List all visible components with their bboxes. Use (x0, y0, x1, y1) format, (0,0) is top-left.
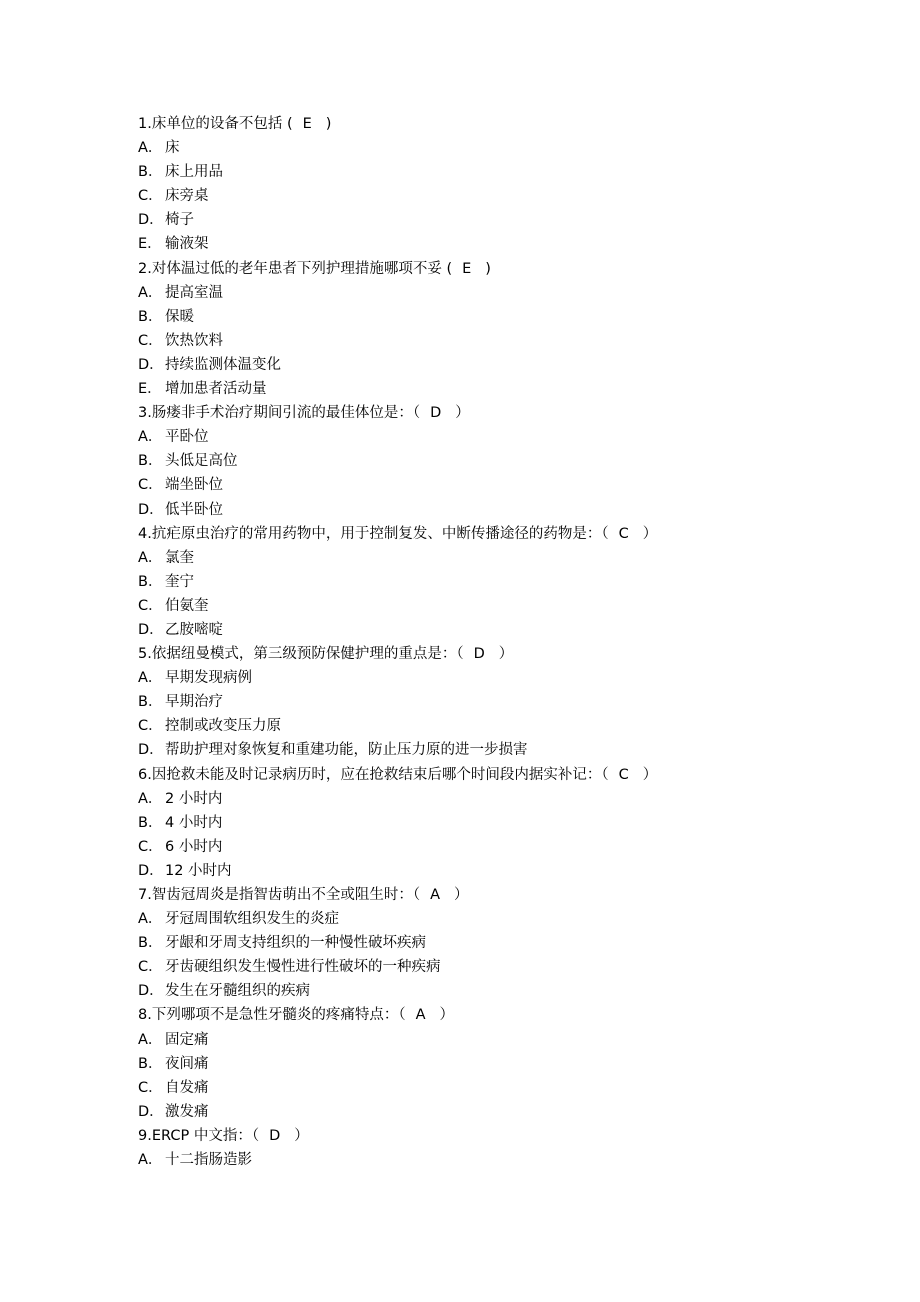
option-line (138, 546, 778, 570)
option-line (138, 570, 778, 594)
option-text: 乙胺嘧啶 (165, 621, 223, 638)
option-line (138, 738, 778, 762)
option-line (138, 1028, 778, 1052)
option-letter: B． (138, 814, 163, 831)
answer-value: C (618, 766, 629, 783)
option-letter: A． (138, 549, 163, 566)
option-line (138, 208, 778, 232)
question-stem (138, 1003, 778, 1027)
option-text: 持续监测体温变化 (165, 356, 281, 373)
option-letter: A． (138, 429, 163, 446)
option-line (138, 1052, 778, 1076)
option-letter: B． (138, 694, 163, 711)
option-letter: C． (138, 838, 163, 855)
answer-close: ) (325, 116, 332, 132)
question-stem (138, 642, 778, 666)
option-letter: A． (138, 140, 163, 157)
option-line (138, 136, 778, 160)
option-text: 十二指肠造影 (165, 1152, 252, 1169)
answer-value: A (430, 887, 441, 903)
option-letter: A． (138, 1152, 163, 1169)
option-letter: A． (138, 284, 163, 301)
option-line (138, 859, 778, 883)
option-line (138, 931, 778, 955)
question-text: 6.因抢救未能及时记录病历时，应在抢救结束后哪个时间段内据实补记：（ (138, 766, 609, 783)
option-letter: D． (138, 501, 164, 518)
question-stem (138, 401, 778, 425)
option-text: 床上用品 (165, 164, 223, 181)
option-letter: D． (138, 983, 164, 1000)
option-letter: C． (138, 332, 163, 349)
option-line (138, 714, 778, 738)
answer-close: ) (485, 260, 491, 277)
option-text: 奎宁 (165, 573, 194, 590)
option-letter: D． (138, 742, 164, 759)
answer-close: ） (642, 766, 658, 783)
option-line (138, 449, 778, 473)
option-line (138, 160, 778, 184)
answer-close: ） (439, 1007, 455, 1024)
question-stem (138, 883, 778, 907)
option-text: 保暖 (165, 308, 194, 325)
option-line (138, 1076, 778, 1100)
question-text: 5.依据纽曼模式，第三级预防保健护理的重点是：（ (138, 646, 464, 663)
option-letter: A． (138, 1031, 163, 1048)
answer-value: D (269, 1127, 281, 1144)
option-text: 固定痛 (165, 1031, 209, 1048)
answer-close: ） (455, 405, 470, 422)
option-letter: E． (138, 236, 162, 253)
question-stem (138, 522, 778, 546)
option-line (138, 473, 778, 497)
option-line (138, 690, 778, 714)
option-text: 床 (165, 140, 180, 157)
question-text: 1.床单位的设备不包括 ( (138, 116, 293, 132)
question-text: 2.对体温过低的老年患者下列护理措施哪项不妥 ( (138, 260, 453, 277)
answer-close: ） (454, 887, 469, 903)
answer-value: E (302, 116, 312, 132)
option-line (138, 787, 778, 811)
option-text: 控制或改变压力原 (165, 718, 281, 735)
option-line (138, 835, 778, 859)
option-text: 帮助护理对象恢复和重建功能，防止压力原的进一步损害 (165, 742, 528, 759)
answer-close: ） (498, 646, 514, 663)
option-line (138, 305, 778, 329)
answer-close: ） (642, 525, 658, 542)
option-text: 12 小时内 (165, 862, 232, 879)
question-stem (138, 763, 778, 787)
option-text: 平卧位 (165, 429, 209, 446)
answer-close: ） (294, 1127, 309, 1144)
answer-value: E (462, 260, 472, 277)
option-text: 4 小时内 (165, 814, 223, 831)
question-text: 3.肠瘘非手术治疗期间引流的最佳体位是：（ (138, 405, 421, 422)
option-line (138, 907, 778, 931)
answer-value: A (415, 1007, 426, 1024)
option-line (138, 184, 778, 208)
question-stem (138, 1124, 778, 1148)
option-letter: B． (138, 453, 163, 470)
question-text: 4.抗疟原虫治疗的常用药物中，用于控制复发、中断传播途径的药物是：（ (138, 525, 609, 542)
option-line (138, 955, 778, 979)
option-letter: A． (138, 670, 163, 687)
option-letter: A． (138, 911, 163, 928)
option-text: 提高室温 (165, 284, 223, 301)
option-line (138, 353, 778, 377)
option-text: 端坐卧位 (165, 477, 223, 494)
option-letter: C． (138, 477, 163, 494)
answer-value: D (430, 405, 442, 422)
option-text: 早期发现病例 (165, 670, 252, 687)
option-letter: D． (138, 1103, 164, 1120)
option-text: 牙齿硬组织发生慢性进行性破坏的一种疾病 (165, 959, 441, 976)
option-letter: B． (138, 573, 163, 590)
option-letter: C． (138, 718, 163, 735)
option-line (138, 811, 778, 835)
option-line (138, 594, 778, 618)
option-text: 发生在牙髓组织的疾病 (165, 983, 310, 1000)
option-letter: C． (138, 959, 163, 976)
question-text: 8.下列哪项不是急性牙髓炎的疼痛特点：（ (138, 1007, 406, 1024)
question-stem (138, 257, 778, 281)
option-letter: C． (138, 597, 163, 614)
option-letter: D． (138, 862, 164, 879)
option-text: 早期治疗 (165, 694, 223, 711)
option-line (138, 498, 778, 522)
option-text: 椅子 (165, 212, 194, 229)
option-text: 增加患者活动量 (165, 381, 267, 398)
option-text: 低半卧位 (165, 501, 223, 518)
option-text: 6 小时内 (165, 838, 223, 855)
question-list (138, 112, 778, 1172)
option-text: 夜间痛 (165, 1055, 209, 1072)
question-text: 9.ERCP 中文指：（ (138, 1127, 260, 1144)
option-text: 饮热饮料 (165, 332, 223, 349)
option-line (138, 1100, 778, 1124)
option-text: 输液架 (165, 236, 209, 253)
option-text: 氯奎 (165, 549, 194, 566)
option-text: 床旁桌 (165, 188, 209, 205)
option-line (138, 618, 778, 642)
option-letter: C． (138, 188, 163, 205)
option-line (138, 979, 778, 1003)
option-line (138, 281, 778, 305)
option-letter: B． (138, 1055, 163, 1072)
option-letter: A． (138, 790, 163, 807)
option-letter: B． (138, 935, 163, 952)
answer-value: C (618, 525, 629, 542)
option-line (138, 666, 778, 690)
option-text: 伯氨奎 (165, 597, 209, 614)
option-text: 牙冠周围软组织发生的炎症 (165, 911, 339, 928)
option-text: 牙龈和牙周支持组织的一种慢性破坏疾病 (165, 935, 426, 952)
option-letter: D． (138, 356, 164, 373)
option-letter: E． (138, 381, 162, 398)
question-text: 7.智齿冠周炎是指智齿萌出不全或阻生时：（ (138, 887, 421, 903)
option-text: 2 小时内 (165, 790, 223, 807)
option-line (138, 377, 778, 401)
option-line (138, 232, 778, 256)
option-letter: B． (138, 308, 163, 325)
option-line (138, 425, 778, 449)
answer-value: D (473, 646, 485, 663)
option-letter: D． (138, 621, 164, 638)
option-text: 激发痛 (165, 1103, 209, 1120)
option-letter: B． (138, 164, 163, 181)
option-line (138, 1148, 778, 1172)
option-line (138, 329, 778, 353)
option-text: 自发痛 (165, 1079, 209, 1096)
option-letter: D． (138, 212, 164, 229)
question-stem (138, 112, 778, 136)
option-letter: C． (138, 1079, 163, 1096)
option-text: 头低足高位 (165, 453, 238, 470)
